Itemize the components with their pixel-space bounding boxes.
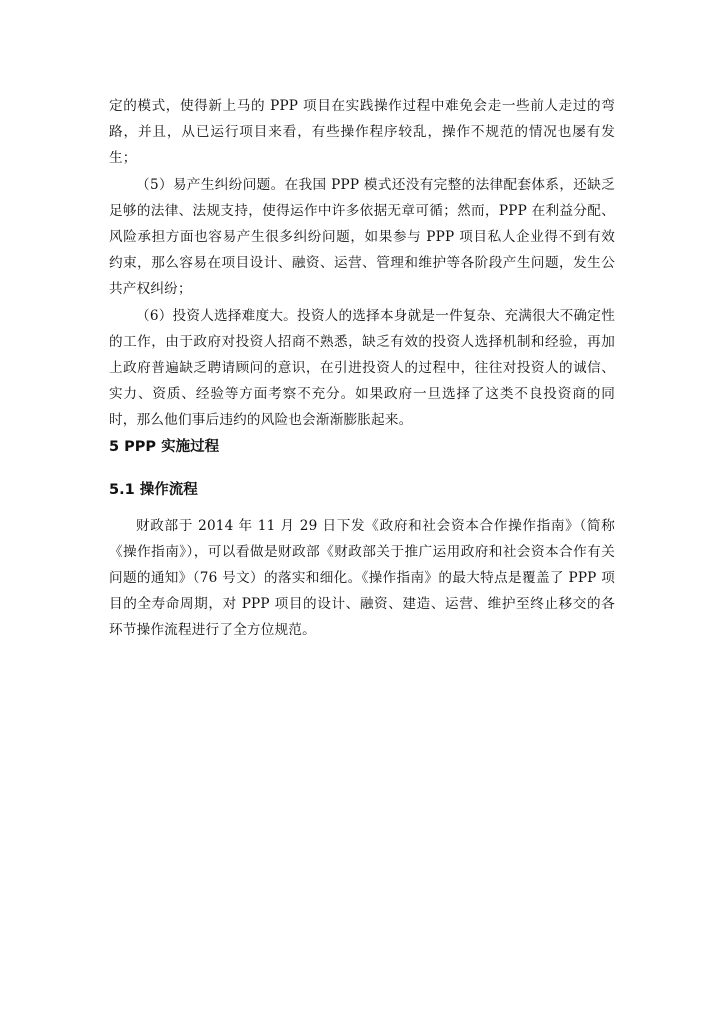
paragraph-item-6: （6）投资人选择难度大。投资人的选择本身就是一件复杂、充满很大不确定性的工作，由于政府对投资人招商不熟悉，缺乏有效的投资人选择机制和经验，再加上政府普遍缺乏聘请顾问的意识，在引进投资人的过程中，往往对投资人的诚信、实力、资质、经验等方面考察不充分。如果政府一旦选择了这类不良投资商的同时，那么他们事后违约的风险也会渐渐膨胀起来。: [109, 307, 615, 429]
document-page: [109, 93, 615, 644]
subsection-heading: 5.1 操作流程: [109, 481, 198, 498]
paragraph-item-5: （5）易产生纠纷问题。在我国 PPP 模式还没有完整的法律配套体系，还缺乏足够的法律、法规支持，使得运作中许多依据无章可循；然而，PPP 在利益分配、风险承担方面也容易产生很多纠纷问题，如果参与 PPP 项目私人企业得不到有效约束，那么容易在项目设计、融资、运营、管理和维护等各阶段产生问题，发生公共产权纠纷；: [109, 176, 615, 298]
section-heading: 5 PPP 实施过程: [109, 438, 220, 455]
paragraph-continuation: 定的模式，使得新上马的 PPP 项目在实践操作过程中难免会走一些前人走过的弯路，并且，从已运行项目来看，有些操作程序较乱，操作不规范的情况也屡有发生；: [109, 98, 615, 167]
paragraph-operation-guide: 财政部于 2014 年 11 月 29 日下发《政府和社会资本合作操作指南》（简称《操作指南》），可以看做是财政部《财政部关于推广运用政府和社会资本合作有关问题的通知》（76 号文）的落实和细化。《操作指南》的最大特点是覆盖了 PPP 项目的全寿命周期，对 PPP 项目的设计、融资、建造、运营、维护至终止移交的各环节操作流程进行了全方位规范。: [109, 517, 615, 639]
